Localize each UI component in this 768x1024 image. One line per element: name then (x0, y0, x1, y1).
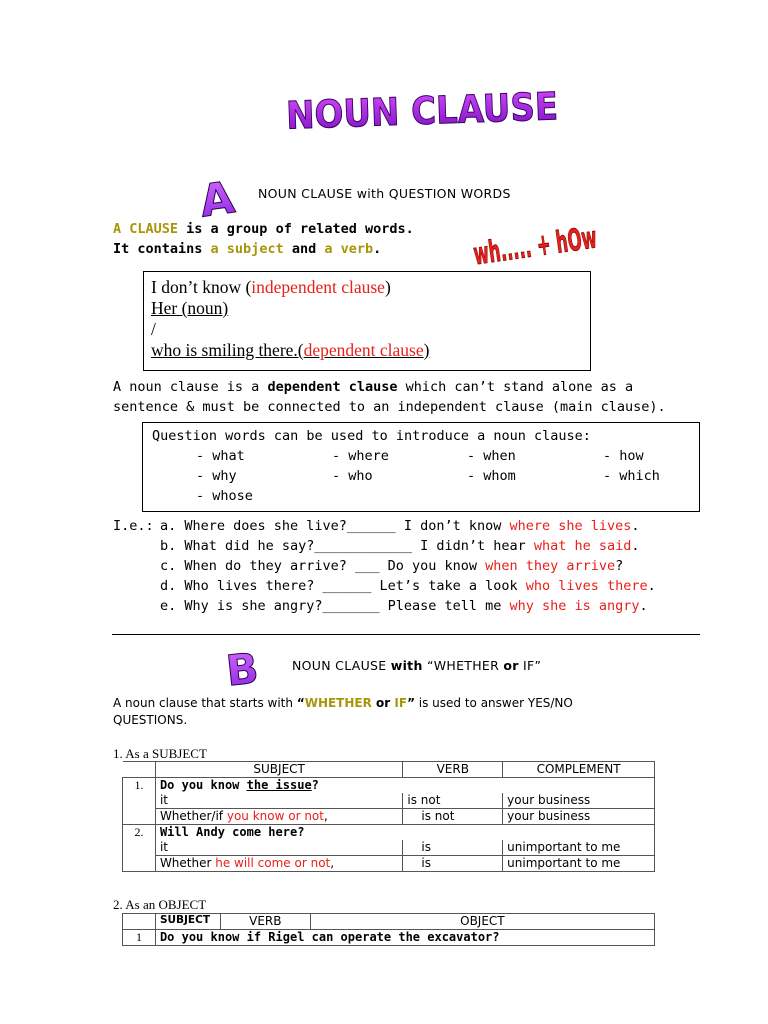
subject-table (122, 761, 655, 872)
subject-table-label: 1. As a SUBJECT (113, 746, 207, 761)
section-b-letter: B (223, 643, 261, 696)
whether-term: WHETHER (304, 696, 372, 710)
independent-clause-label: independent clause (251, 277, 385, 297)
example-line-4 (151, 340, 429, 361)
subject-term: a subject (210, 241, 284, 257)
title-text: NOUN CLAUSE (285, 83, 592, 138)
section-b-intro-line-1 (113, 696, 573, 710)
example-text: who is smiling there.( (151, 340, 304, 360)
definition-text: It contains (113, 241, 211, 257)
table-cell: is (403, 856, 503, 872)
table-cell (155, 809, 402, 825)
question-word: - whose (196, 488, 253, 504)
example-punct: . (631, 518, 640, 534)
question-word: - how (603, 448, 644, 464)
paragraph-text: A noun clause is a (113, 379, 268, 395)
table-cell: is (403, 840, 503, 856)
intro-text: ” (407, 696, 415, 710)
definition-line-2 (113, 241, 381, 257)
table-header-cell: VERB (403, 762, 503, 778)
paragraph-line-1 (113, 379, 633, 395)
intro-text: or (371, 696, 395, 710)
question-word: - when (467, 448, 516, 464)
example-question: d. Who lives there? ______ Let’s take a look (160, 578, 526, 594)
example-sentence (160, 558, 623, 574)
row-number: 1 (123, 930, 156, 946)
example-punct: . (647, 578, 656, 594)
table-cell (155, 856, 402, 872)
table-header-cell: OBJECT (310, 914, 654, 930)
example-sentence (160, 598, 648, 614)
table-cell: it (155, 840, 402, 856)
section-a-heading: NOUN CLAUSE with QUESTION WORDS (258, 186, 511, 201)
definition-text: . (373, 241, 382, 257)
table-cell: unimportant to me (503, 840, 655, 856)
example-text: ) (423, 340, 430, 360)
heading-text: IF” (518, 658, 542, 673)
wh-how-graphic (468, 206, 701, 273)
cell-text: , (323, 809, 328, 823)
example-noun-clause: when they arrive (485, 558, 616, 574)
question-text: the issue (246, 778, 312, 792)
cell-text: Whether/if (159, 809, 227, 823)
question-word: - what (196, 448, 245, 464)
table-row (123, 930, 655, 946)
heading-text: “WHETHER (422, 658, 504, 673)
table-cell: it (155, 793, 402, 809)
table-cell (123, 914, 156, 930)
row-number: 1. (123, 778, 156, 825)
cell-noun-clause: you know or not (226, 809, 324, 823)
section-divider (112, 634, 700, 635)
table-cell: unimportant to me (503, 856, 655, 872)
heading-text: NOUN CLAUSE (292, 658, 391, 673)
table-question (155, 778, 654, 794)
table-row (123, 825, 655, 841)
section-b-intro-line-2: QUESTIONS. (113, 713, 188, 727)
table-row (123, 809, 655, 825)
verb-term: a verb (324, 241, 374, 257)
table-header-cell: VERB (220, 914, 310, 930)
object-table (122, 913, 655, 946)
paragraph-line-2: sentence & must be connected to an independent clause (main clause). (113, 399, 666, 415)
example-line-2: Her (noun) (151, 298, 229, 318)
table-cell: your business (503, 809, 655, 825)
question-text: Will Andy come here? (159, 825, 305, 839)
wh-how-text: wh..... + hOw (471, 206, 701, 273)
definition-text: and (283, 241, 325, 257)
example-noun-clause: why she is angry (509, 598, 640, 614)
example-punct: . (639, 598, 648, 614)
table-header-cell: COMPLEMENT (503, 762, 655, 778)
table-question (155, 825, 654, 841)
table-cell: your business (503, 793, 655, 809)
object-table-label: 2. As an OBJECT (113, 897, 207, 912)
example-punct: ? (615, 558, 624, 574)
example-question: e. Why is she angry?_______ Please tell me (160, 598, 510, 614)
example-line-1 (151, 277, 391, 298)
heading-text: or (503, 658, 519, 673)
table-row (123, 840, 655, 856)
intro-text: A noun clause that starts with (113, 696, 297, 710)
example-noun-clause: where she lives (509, 518, 632, 534)
cell-text: Whether (159, 856, 216, 870)
table-cell (123, 762, 156, 778)
example-question: c. When do they arrive? ___ Do you know (160, 558, 486, 574)
example-text: ) (384, 277, 391, 297)
paragraph-text: which can’t stand alone as a (397, 379, 634, 395)
example-sentence (160, 578, 656, 594)
dependent-clause-term: dependent clause (267, 379, 398, 395)
table-header-row (123, 762, 655, 778)
question-word: - who (332, 468, 373, 484)
example-question: b. What did he say?____________ I didn’t hear (160, 538, 534, 554)
intro-text: “ (296, 696, 305, 710)
example-text: I don’t know ( (151, 277, 252, 297)
section-b-letter-graphic (224, 644, 260, 694)
cell-noun-clause: he will come or not (215, 856, 331, 870)
example-noun-clause: what he said (533, 538, 632, 554)
question-words-box (142, 422, 700, 512)
definition-line-1 (113, 221, 414, 237)
cell-text: , (330, 856, 335, 870)
question-text: Do you know (159, 778, 247, 792)
heading-text: with (390, 658, 423, 673)
table-cell: is not (403, 793, 503, 809)
dependent-clause-label: dependent clause (303, 340, 424, 360)
example-line-3: / (151, 319, 156, 339)
question-word: - where (332, 448, 389, 464)
clause-term: A CLAUSE (113, 221, 179, 237)
definition-text: is a group of related words. (178, 221, 414, 237)
intro-text: is used to answer YES/NO (414, 696, 573, 710)
example-sentence (160, 518, 640, 534)
table-header-cell: SUBJECT (155, 762, 402, 778)
table-header-cell: SUBJECT (155, 914, 220, 930)
example-noun-clause: who lives there (525, 578, 648, 594)
question-word: - which (603, 468, 660, 484)
row-number: 2. (123, 825, 156, 872)
example-sentence (160, 538, 640, 554)
ie-label: I.e.: (113, 518, 154, 534)
table-header-row (123, 914, 655, 930)
section-a-letter-graphic (196, 172, 242, 228)
section-a-letter: A (196, 172, 238, 228)
example-question: a. Where does she live?______ I don’t know (160, 518, 510, 534)
question-word: - why (196, 468, 237, 484)
question-word: - whom (467, 468, 516, 484)
section-b-heading (292, 658, 541, 673)
table-row (123, 778, 655, 794)
table-row (123, 856, 655, 872)
table-question: Do you know if Rigel can operate the excavator? (155, 930, 654, 946)
question-text: ? (311, 778, 319, 792)
table-row (123, 793, 655, 809)
example-punct: . (631, 538, 640, 554)
table-cell: is not (403, 809, 503, 825)
clause-example-box (143, 271, 591, 371)
if-term: IF (394, 696, 408, 710)
question-words-intro: Question words can be used to introduce a noun clause: (152, 428, 591, 444)
page-title (282, 83, 592, 138)
